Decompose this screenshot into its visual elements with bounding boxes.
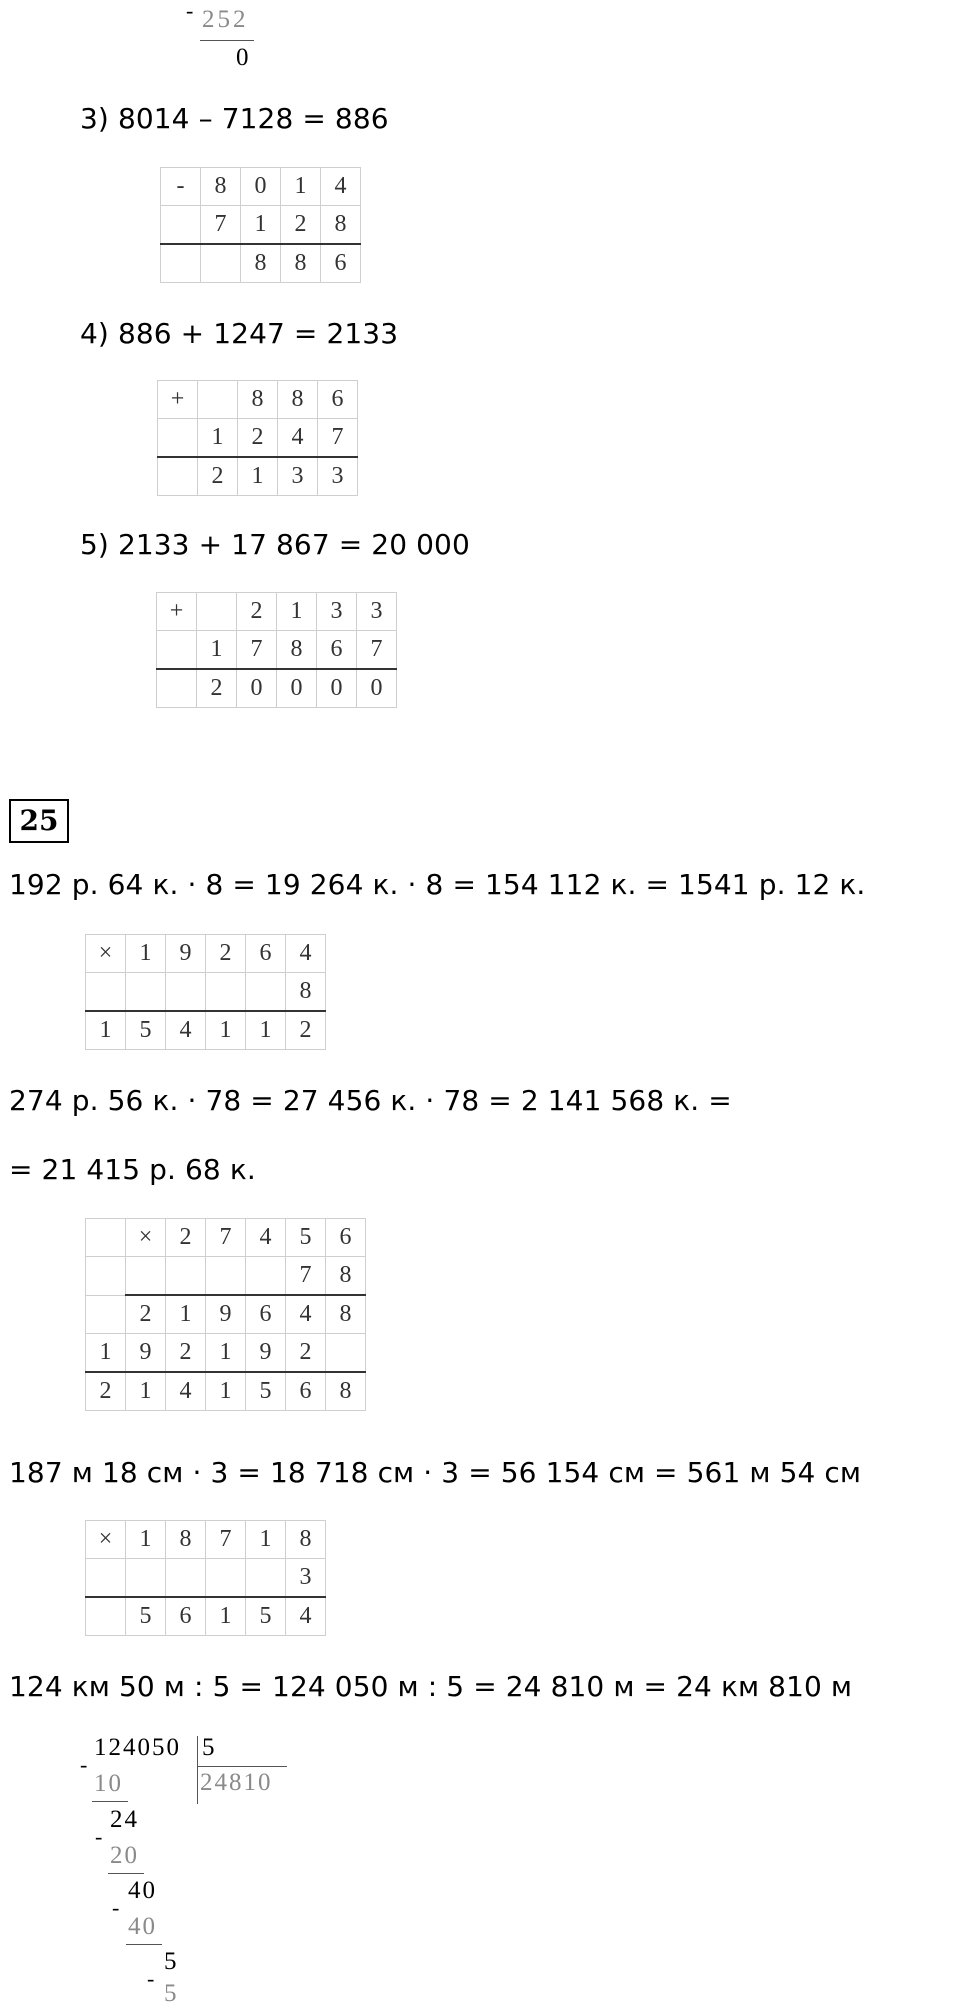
cell: 2: [286, 1011, 326, 1050]
cell: 2: [281, 206, 321, 245]
cell: 5: [246, 1597, 286, 1636]
cell: 8: [326, 1372, 366, 1411]
cell: 0: [357, 669, 397, 708]
minus-sign: -: [95, 1824, 105, 1849]
cell: 1: [86, 1011, 126, 1050]
cell: 1: [126, 935, 166, 973]
cell: 8: [321, 206, 361, 245]
cell: 5: [286, 1219, 326, 1257]
cell: 7: [286, 1257, 326, 1296]
cell: 4: [166, 1372, 206, 1411]
cell: [166, 1257, 206, 1296]
cell: 7: [206, 1219, 246, 1257]
cell: [158, 419, 198, 458]
exercise-5-equation: 5) 2133 + 17 867 = 20 000: [80, 528, 470, 561]
cell: [161, 244, 201, 283]
division-line: [108, 1873, 144, 1874]
minus-sign: -: [112, 1895, 122, 1920]
cell: 4: [286, 935, 326, 973]
cell: [86, 1559, 126, 1598]
cell: 2: [126, 1295, 166, 1334]
cell: 6: [246, 935, 286, 973]
minus-sign: -: [80, 1752, 90, 1777]
cell: [246, 973, 286, 1012]
task25-line2b: = 21 415 р. 68 к.: [9, 1153, 256, 1186]
cell: [166, 1559, 206, 1598]
cell: 3: [357, 593, 397, 631]
exercise-4-equation: 4) 886 + 1247 = 2133: [80, 317, 399, 350]
task25-line1: 192 р. 64 к. · 8 = 19 264 к. · 8 = 154 112 к. = 1541 р. 12 к.: [9, 868, 866, 901]
remainder: 40: [128, 1877, 157, 1904]
cell: 0: [317, 669, 357, 708]
cell: 8: [281, 244, 321, 283]
cell: [246, 1257, 286, 1296]
cell: [201, 244, 241, 283]
cell: 8: [286, 973, 326, 1012]
cell: 3: [317, 593, 357, 631]
cell: +: [157, 593, 197, 631]
remainder: 5: [164, 1948, 179, 1975]
cell: -: [161, 168, 201, 206]
division-line: [92, 1801, 128, 1802]
task25-table1: [85, 934, 326, 1050]
task25-table2: [85, 1218, 366, 1411]
cell: 5: [246, 1372, 286, 1411]
cell: 1: [206, 1011, 246, 1050]
cell: 4: [286, 1295, 326, 1334]
cell: [161, 206, 201, 245]
cell: ×: [86, 935, 126, 973]
cell: 1: [246, 1521, 286, 1559]
cell: 1: [277, 593, 317, 631]
cell: [126, 1559, 166, 1598]
subtrahend: 40: [128, 1913, 157, 1940]
divisor: 5: [202, 1734, 217, 1761]
exercise-5-table: [156, 592, 397, 708]
cell: [157, 631, 197, 670]
division-line: [126, 1944, 162, 1945]
dividend: 124050: [94, 1734, 181, 1761]
cell: 9: [126, 1334, 166, 1373]
cell: 1: [166, 1295, 206, 1334]
cell: 7: [237, 631, 277, 670]
cell: 7: [357, 631, 397, 670]
cell: [206, 973, 246, 1012]
cell: [86, 1257, 126, 1296]
cell: 5: [126, 1011, 166, 1050]
cell: 8: [277, 631, 317, 670]
cell: 1: [238, 457, 278, 496]
cell: 8: [278, 381, 318, 419]
cell: [246, 1559, 286, 1598]
cell: 4: [286, 1597, 326, 1636]
cell: 8: [201, 168, 241, 206]
cell: [157, 669, 197, 708]
remainder: 0: [236, 44, 249, 71]
cell: 1: [198, 419, 238, 458]
remainder: 24: [110, 1806, 139, 1833]
cell: 6: [321, 244, 361, 283]
task25-table3: [85, 1520, 326, 1636]
cell: 3: [318, 457, 358, 496]
task25-line4: 124 км 50 м : 5 = 124 050 м : 5 = 24 810 м = 24 км 810 м: [9, 1670, 853, 1703]
cell: 7: [201, 206, 241, 245]
cell: 8: [326, 1257, 366, 1296]
cell: 6: [317, 631, 357, 670]
cell: [206, 1257, 246, 1296]
cell: 1: [206, 1597, 246, 1636]
cell: [197, 593, 237, 631]
cell: 2: [198, 457, 238, 496]
cell: 6: [166, 1597, 206, 1636]
cell: 8: [166, 1521, 206, 1559]
cell: 2: [206, 935, 246, 973]
cell: 8: [286, 1521, 326, 1559]
cell: 3: [278, 457, 318, 496]
cell: [126, 1257, 166, 1296]
cell: 4: [166, 1011, 206, 1050]
cell: 9: [246, 1334, 286, 1373]
cell: 1: [126, 1372, 166, 1411]
cell: 2: [166, 1334, 206, 1373]
cell: 2: [197, 669, 237, 708]
cell: 1: [241, 206, 281, 245]
cell: 5: [126, 1597, 166, 1636]
cell: 4: [321, 168, 361, 206]
cell: ×: [126, 1219, 166, 1257]
cell: [326, 1334, 366, 1373]
cell: 9: [166, 935, 206, 973]
cell: 6: [246, 1295, 286, 1334]
cell: [206, 1559, 246, 1598]
cell: 6: [286, 1372, 326, 1411]
cell: 1: [281, 168, 321, 206]
division-vertical-line: [197, 1736, 198, 1804]
minus-sign: -: [147, 1966, 157, 1991]
cell: 0: [237, 669, 277, 708]
subtrahend: 10: [94, 1770, 123, 1797]
cell: 6: [326, 1219, 366, 1257]
cell: 2: [86, 1372, 126, 1411]
cell: 2: [237, 593, 277, 631]
division-line: [200, 40, 254, 41]
cell: 8: [238, 381, 278, 419]
cell: ×: [86, 1521, 126, 1559]
cell: 8: [241, 244, 281, 283]
cell: [198, 381, 238, 419]
cell: 2: [286, 1334, 326, 1373]
cell: 2: [166, 1219, 206, 1257]
subtrahend: 252: [202, 6, 249, 33]
cell: [158, 457, 198, 496]
cell: [166, 973, 206, 1012]
cell: 7: [318, 419, 358, 458]
cell: 7: [206, 1521, 246, 1559]
cell: 1: [197, 631, 237, 670]
cell: 4: [246, 1219, 286, 1257]
cell: 8: [326, 1295, 366, 1334]
cell: 9: [206, 1295, 246, 1334]
cell: 3: [286, 1559, 326, 1598]
cell: 0: [277, 669, 317, 708]
subtrahend: 20: [110, 1842, 139, 1869]
cell: 1: [246, 1011, 286, 1050]
cell: 4: [278, 419, 318, 458]
cell: 0: [241, 168, 281, 206]
cell: 1: [206, 1334, 246, 1373]
task25-line3: 187 м 18 см · 3 = 18 718 см · 3 = 56 154 см = 561 м 54 см: [9, 1456, 862, 1489]
exercise-4-table: [157, 380, 358, 496]
exercise-3-table: [160, 167, 361, 283]
cell: 1: [206, 1372, 246, 1411]
minus-sign: -: [186, 0, 194, 23]
cell: [86, 1597, 126, 1636]
cell: [86, 1295, 126, 1334]
cell: 2: [238, 419, 278, 458]
cell: 1: [86, 1334, 126, 1373]
subtrahend: 5: [164, 1980, 179, 2007]
task25-line2a: 274 р. 56 к. · 78 = 27 456 к. · 78 = 2 141 568 к. =: [9, 1084, 732, 1117]
cell: +: [158, 381, 198, 419]
cell: [86, 973, 126, 1012]
quotient: 24810: [200, 1769, 273, 1796]
cell: 6: [318, 381, 358, 419]
cell: [86, 1219, 126, 1257]
cell: [126, 973, 166, 1012]
task-number: 25: [9, 799, 69, 843]
divisor-underline: [197, 1766, 287, 1767]
exercise-3-equation: 3) 8014 – 7128 = 886: [80, 102, 389, 135]
cell: 1: [126, 1521, 166, 1559]
